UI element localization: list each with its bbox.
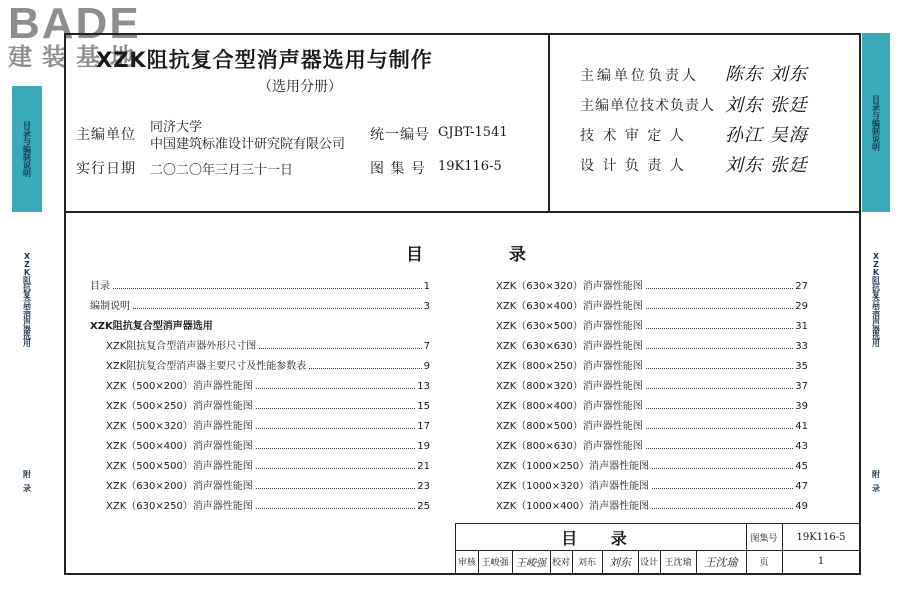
- toc-entry-label: XZK（630×400）消声器性能图: [496, 301, 643, 312]
- toc-entry-label: 编制说明: [90, 301, 130, 312]
- design-signature-cell: [696, 550, 747, 573]
- toc-entry-page: 17: [417, 421, 430, 432]
- toc-entry-page: 37: [795, 381, 808, 392]
- toc-entry-page: 35: [795, 361, 808, 372]
- editor-label: 主编单位: [76, 127, 136, 143]
- toc-entry[interactable]: [496, 358, 808, 372]
- toc-leader: [256, 488, 415, 489]
- toc-entry-page: 25: [417, 501, 430, 512]
- right-tab-appendix-label: 附录: [871, 470, 881, 498]
- toc-entry[interactable]: [496, 418, 808, 432]
- toc-leader: [646, 448, 793, 449]
- toc-leader: [646, 428, 793, 429]
- review-label: 审核: [457, 558, 476, 568]
- toc-entry-page: 21: [417, 461, 430, 472]
- design-label-cell: [638, 550, 661, 573]
- toc-entry-page: 3: [423, 301, 430, 312]
- date-value: 二〇二〇年三月三十一日: [150, 163, 294, 178]
- toc-entry[interactable]: [496, 298, 808, 312]
- right-tab-contents-label: 目录与编制说明: [871, 94, 881, 151]
- toc-entry-label: 目录: [90, 281, 110, 292]
- page-label: 页: [759, 558, 769, 568]
- toc-entry-page: 41: [795, 421, 808, 432]
- toc-entry-page: 1: [423, 281, 430, 292]
- sign-role-3: 技 术 审 定 人: [580, 128, 686, 144]
- toc-entry-label: XZK（630×630）消声器性能图: [496, 341, 643, 352]
- logo-sub-text: 建装基地: [8, 43, 144, 71]
- toc-leader: [646, 308, 793, 309]
- sign-role-2: 主编单位技术负责人: [580, 98, 715, 114]
- review-name: 王峻强: [481, 558, 509, 568]
- toc-title: 目 录: [406, 245, 566, 265]
- right-tab-appendix[interactable]: [862, 470, 890, 510]
- check-signature: 刘东: [609, 555, 631, 569]
- toc-entry-label: XZK阻抗复合型消声器选用: [90, 321, 213, 332]
- toc-entry[interactable]: [106, 458, 430, 472]
- title-block-title-cell: [456, 524, 747, 551]
- code-value: GJBT-1541: [438, 125, 508, 140]
- sign-names-1: 陈东 刘东: [725, 64, 808, 85]
- left-tab-selection[interactable]: [12, 252, 42, 362]
- toc-entry-page: 13: [417, 381, 430, 392]
- date-label: 实行日期: [76, 161, 136, 177]
- check-signature-cell: [602, 550, 639, 573]
- page-subtitle: （选用分册）: [258, 79, 342, 95]
- toc-entry-label: XZK（1000×400）消声器性能图: [496, 501, 650, 512]
- toc-entry-page: 19: [417, 441, 430, 452]
- check-name-cell: [572, 550, 603, 573]
- toc-entry[interactable]: [106, 338, 430, 352]
- toc-section-heading[interactable]: [90, 318, 430, 332]
- logo-main-text: BADE: [8, 0, 141, 48]
- left-tab-appendix-label: 附录: [22, 470, 32, 498]
- toc-entry-label: XZK（800×400）消声器性能图: [496, 401, 643, 412]
- page-frame-bottom: [64, 573, 861, 575]
- toc-entry[interactable]: [496, 378, 808, 392]
- toc-entry[interactable]: [106, 378, 430, 392]
- toc-leader: [652, 488, 793, 489]
- toc-entry-page: 43: [795, 441, 808, 452]
- toc-leader: [646, 348, 793, 349]
- toc-entry-page: 23: [417, 481, 430, 492]
- review-signature: 王峻强: [516, 558, 546, 569]
- atlas-no-label-cell: [746, 524, 783, 551]
- toc-entry[interactable]: [496, 318, 808, 332]
- review-name-cell: [478, 550, 513, 573]
- toc-leader: [309, 368, 421, 369]
- page-number-cell: [782, 550, 860, 573]
- title-block: [455, 523, 861, 575]
- toc-entry[interactable]: [106, 498, 430, 512]
- title-block-title: 目 录: [561, 528, 641, 548]
- toc-entry-label: XZK（1000×320）消声器性能图: [496, 481, 650, 492]
- toc-entry-label: XZK（630×320）消声器性能图: [496, 281, 643, 292]
- toc-leader: [113, 288, 422, 289]
- left-tab-contents[interactable]: [12, 86, 42, 212]
- toc-entry-label: XZK（630×500）消声器性能图: [496, 321, 643, 332]
- toc-entry-page: 33: [795, 341, 808, 352]
- toc-entry-label: XZK（500×200）消声器性能图: [106, 381, 253, 392]
- toc-entry[interactable]: [106, 418, 430, 432]
- toc-entry-label: XZK（500×320）消声器性能图: [106, 421, 253, 432]
- atlas-no-value-cell: [782, 524, 860, 551]
- toc-leader: [646, 388, 793, 389]
- code-label: 统一编号: [370, 127, 430, 143]
- toc-entry-label: XZK（800×320）消声器性能图: [496, 381, 643, 392]
- toc-leader: [646, 288, 793, 289]
- toc-entry-page: 49: [795, 501, 808, 512]
- sign-names-3: 孙江 吴海: [725, 125, 808, 146]
- toc-entry-page: 9: [423, 361, 430, 372]
- design-name-cell: [660, 550, 697, 573]
- toc-leader: [256, 388, 415, 389]
- left-tab-appendix[interactable]: [12, 470, 42, 510]
- sign-role-4: 设 计 负 责 人: [580, 158, 686, 174]
- toc-entry[interactable]: [496, 398, 808, 412]
- right-tab-contents[interactable]: [862, 33, 890, 212]
- toc-entry[interactable]: [496, 438, 808, 452]
- right-tab-selection-label: XZK阻抗复合型消声器选用: [871, 252, 881, 346]
- right-tab-selection[interactable]: [862, 252, 890, 362]
- toc-entry-label: XZK（800×500）消声器性能图: [496, 421, 643, 432]
- toc-entry-page: 39: [795, 401, 808, 412]
- toc-leader: [256, 468, 415, 469]
- toc-entry-label: XZK（500×250）消声器性能图: [106, 401, 253, 412]
- check-name: 刘东: [577, 558, 596, 568]
- toc-entry-label: XZK（500×400）消声器性能图: [106, 441, 253, 452]
- toc-leader: [256, 428, 415, 429]
- toc-entry-page: 31: [795, 321, 808, 332]
- toc-leader: [652, 468, 793, 469]
- toc-left-column: [90, 278, 430, 518]
- check-label-cell: [550, 550, 573, 573]
- toc-entry[interactable]: [496, 458, 808, 472]
- toc-entry[interactable]: [496, 478, 808, 492]
- design-name: 王沈瑜: [664, 558, 692, 568]
- toc-entry-contents[interactable]: [90, 278, 430, 292]
- toc-entry[interactable]: [106, 438, 430, 452]
- atlas-no-value: 19K116-5: [796, 531, 846, 543]
- toc-entry[interactable]: [106, 358, 430, 372]
- toc-entry-label: XZK（800×630）消声器性能图: [496, 441, 643, 452]
- atlas-no-label: 图集号: [750, 533, 778, 544]
- design-signature: 王沈瑜: [704, 555, 738, 569]
- toc-entry[interactable]: [496, 338, 808, 352]
- toc-entry-label: XZK（630×250）消声器性能图: [106, 501, 253, 512]
- toc-entry-label: XZK阻抗复合型消声器外形尺寸图: [106, 341, 257, 352]
- toc-leader: [256, 508, 415, 509]
- review-signature-cell: [512, 550, 551, 573]
- toc-entry-page: 47: [795, 481, 808, 492]
- page-label-cell: [746, 550, 783, 573]
- toc-leader: [256, 448, 415, 449]
- toc-entry-page: 15: [417, 401, 430, 412]
- toc-entry[interactable]: [496, 278, 808, 292]
- toc-entry-page: 27: [795, 281, 808, 292]
- toc-leader: [259, 348, 421, 349]
- toc-entry[interactable]: [106, 398, 430, 412]
- left-tab-selection-label: XZK阻抗复合型消声器选用: [22, 252, 32, 346]
- toc-leader: [133, 308, 422, 309]
- toc-leader: [652, 508, 793, 509]
- toc-right-column: [496, 278, 808, 518]
- page-title: XZK阻抗复合型消声器选用与制作: [96, 48, 433, 72]
- toc-entry-page: 7: [423, 341, 430, 352]
- toc-entry-label: XZK（1000×250）消声器性能图: [496, 461, 650, 472]
- toc-leader: [256, 408, 415, 409]
- atlas-value: 19K116-5: [438, 159, 502, 174]
- toc-leader: [646, 408, 793, 409]
- toc-entry-notes[interactable]: [90, 298, 430, 312]
- page-number: 1: [817, 556, 825, 567]
- toc-entry-page: 29: [795, 301, 808, 312]
- left-tab-contents-label: 目录与编制说明: [22, 121, 32, 177]
- toc-entry-label: XZK阻抗复合型消声器主要尺寸及性能参数表: [106, 361, 307, 372]
- toc-entry-label: XZK（630×200）消声器性能图: [106, 481, 253, 492]
- sign-names-2: 刘东 张廷: [725, 95, 808, 116]
- editor-line-2: 中国建筑标准设计研究院有限公司: [150, 137, 346, 152]
- review-label-cell: [456, 550, 479, 573]
- toc-entry-page: 45: [795, 461, 808, 472]
- editor-line-1: 同济大学: [150, 120, 203, 135]
- sign-role-1: 主编单位负责人: [580, 68, 699, 84]
- design-label: 设计: [639, 558, 658, 568]
- toc-entry[interactable]: [106, 478, 430, 492]
- toc-entry-label: XZK（500×500）消声器性能图: [106, 461, 253, 472]
- toc-entry[interactable]: [496, 498, 808, 512]
- check-label: 校对: [551, 558, 570, 568]
- toc-leader: [646, 328, 793, 329]
- toc-leader: [646, 368, 793, 369]
- atlas-label: 图 集 号: [370, 161, 426, 177]
- sign-names-4: 刘东 张廷: [725, 155, 808, 176]
- toc-entry-label: XZK（800×250）消声器性能图: [496, 361, 643, 372]
